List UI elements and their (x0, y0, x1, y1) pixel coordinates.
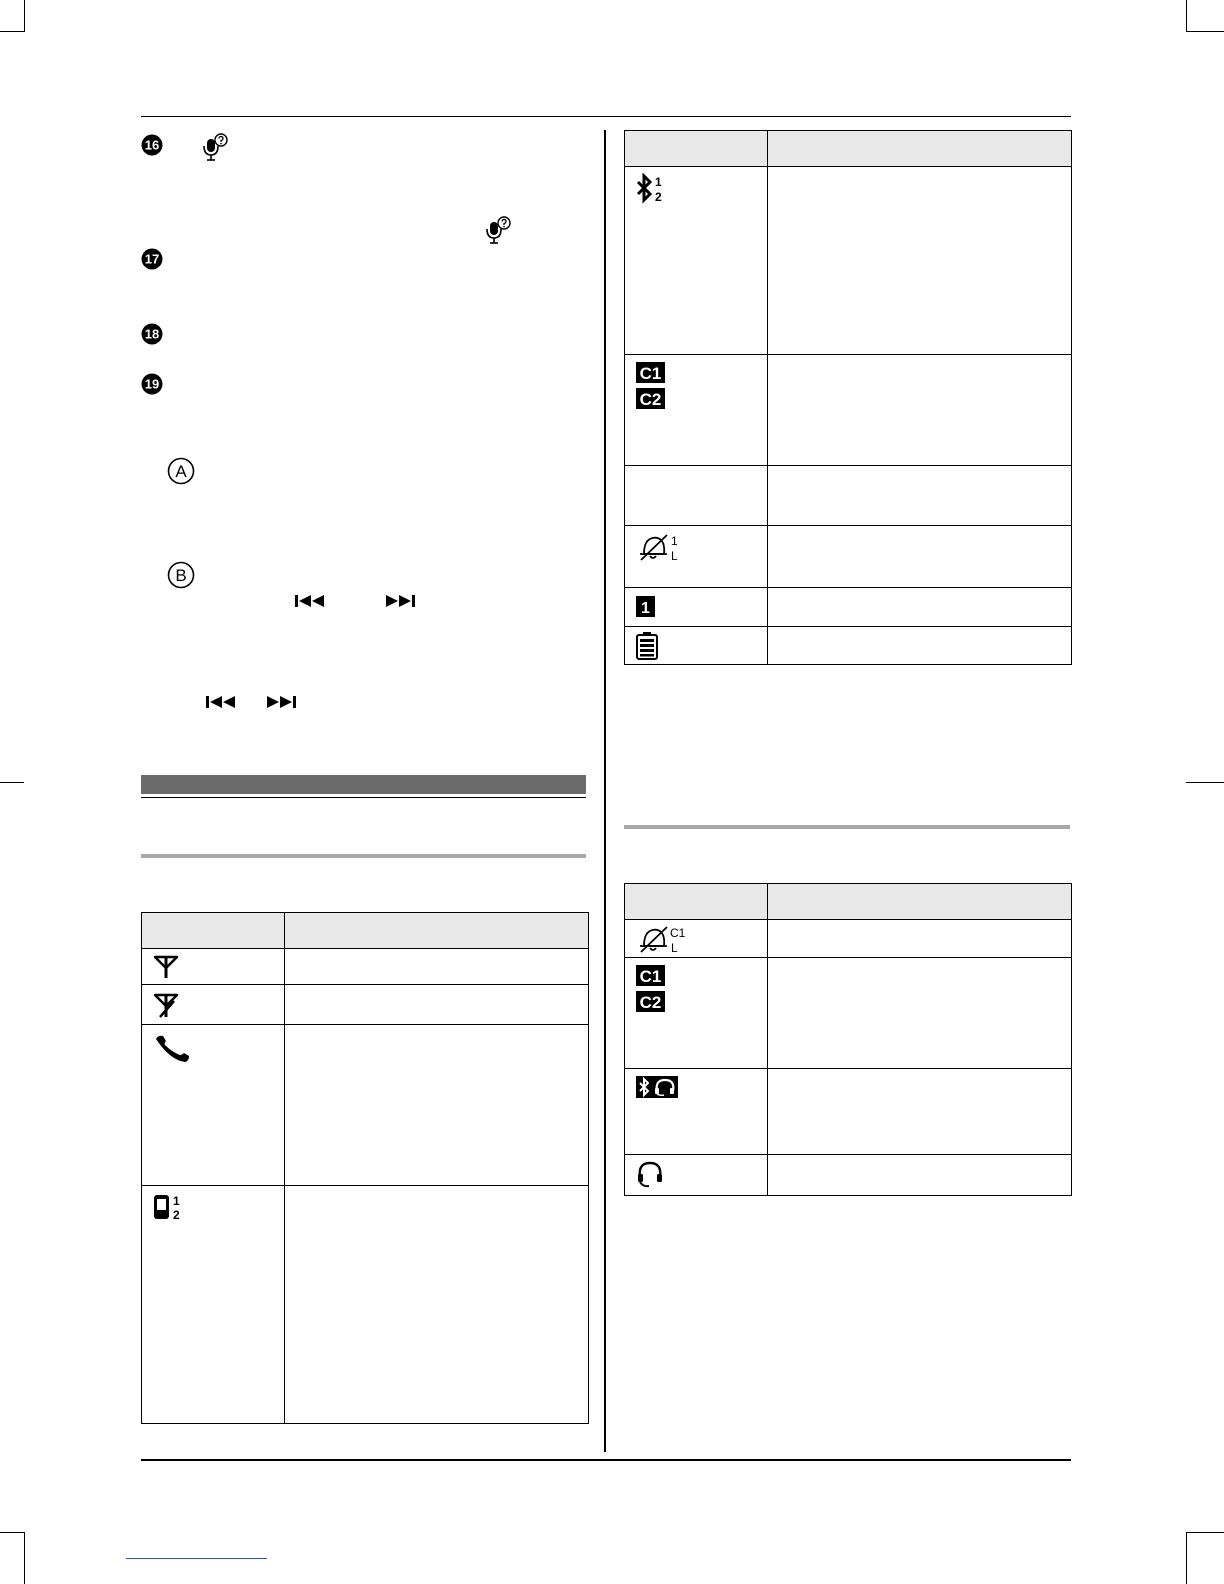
section-heading-bar (141, 775, 586, 794)
right-top-icon-table (624, 130, 1072, 665)
svg-text:C2: C2 (639, 993, 662, 1012)
crop-mark (0, 1532, 24, 1533)
ringer-off-cellular-icon (635, 924, 689, 956)
svg-text:16: 16 (144, 137, 160, 153)
icon-cell (625, 526, 768, 588)
description-cell (768, 958, 1072, 1069)
svg-text:L: L (671, 549, 678, 563)
skip-back-icon (205, 695, 237, 709)
table-header-row (625, 131, 1072, 167)
skip-back-icon (294, 594, 326, 608)
sub-marker-a (167, 457, 195, 485)
svg-text:L: L (671, 941, 678, 955)
icon-cell (625, 958, 768, 1069)
item-marker-19 (141, 373, 163, 395)
icon-cell (625, 920, 768, 958)
subsection-divider (141, 854, 586, 858)
icon-cell (142, 985, 285, 1025)
description-cell (285, 1186, 589, 1424)
table-row (625, 588, 1072, 627)
item-marker-16 (141, 134, 163, 156)
column-divider (604, 130, 606, 1452)
right-bottom-icon-table (624, 883, 1072, 1196)
charge-c1-c2-icon (635, 964, 669, 1016)
handset-icon (152, 1033, 192, 1063)
description-cell (768, 588, 1072, 627)
header-rule (141, 116, 1071, 117)
icon-cell (142, 1025, 285, 1186)
icon-cell (142, 949, 285, 985)
svg-text:18: 18 (144, 326, 160, 342)
table-header-row (625, 884, 1072, 920)
icon-cell (625, 466, 768, 526)
svg-text:2: 2 (173, 1208, 180, 1222)
crop-mark (1186, 782, 1224, 783)
icon-cell (625, 1069, 768, 1155)
svg-text:A: A (175, 462, 187, 481)
table-row (625, 526, 1072, 588)
description-cell (768, 1155, 1072, 1196)
table-row (142, 1186, 589, 1424)
antenna-icon (152, 955, 180, 979)
description-cell (768, 627, 1072, 665)
svg-text:1: 1 (655, 175, 662, 189)
table-row (625, 1155, 1072, 1196)
voice-assistant-icon (201, 133, 229, 163)
description-cell (768, 355, 1072, 466)
icon-cell (625, 355, 768, 466)
svg-text:B: B (175, 566, 187, 585)
table-row (625, 466, 1072, 526)
bluetooth-icon (635, 173, 675, 205)
icon-cell (625, 588, 768, 627)
description-cell (285, 949, 589, 985)
skip-forward-icon (384, 594, 416, 608)
crop-mark (1186, 0, 1187, 32)
svg-text:17: 17 (144, 251, 160, 267)
table-row (142, 985, 589, 1025)
description-cell (285, 1025, 589, 1186)
description-cell (768, 1069, 1072, 1155)
svg-text:C1: C1 (670, 926, 686, 940)
battery-icon (635, 631, 659, 661)
svg-text:19: 19 (144, 376, 160, 392)
left-icon-table (141, 912, 589, 1424)
charge-c1-c2-icon (635, 361, 669, 413)
table-row (625, 1069, 1072, 1155)
description-cell (285, 985, 589, 1025)
crop-mark (0, 782, 24, 783)
description-cell (768, 920, 1072, 958)
subsection-divider (624, 825, 1070, 829)
crop-mark (1186, 31, 1224, 32)
bluetooth-headset-icon (635, 1075, 681, 1099)
table-row (142, 1025, 589, 1186)
icon-cell (625, 167, 768, 355)
header-cell (768, 884, 1072, 920)
description-cell (768, 167, 1072, 355)
icon-cell (625, 1155, 768, 1196)
sub-marker-b (167, 561, 195, 589)
headset-icon (635, 1160, 665, 1190)
header-cell (768, 131, 1072, 167)
table-row (625, 920, 1072, 958)
antenna-off-icon (152, 993, 182, 1019)
table-row (625, 627, 1072, 665)
header-cell (142, 913, 285, 949)
table-header-row (142, 913, 589, 949)
crop-mark (0, 31, 24, 32)
svg-text:1: 1 (641, 600, 650, 617)
skip-forward-icon (265, 695, 297, 709)
svg-text:C1: C1 (639, 364, 662, 383)
footer-rule (141, 1459, 1071, 1461)
crop-mark (24, 0, 25, 32)
cellular-phone-icon (152, 1192, 192, 1222)
table-row (142, 949, 589, 985)
section-heading-rule (141, 797, 586, 798)
crop-mark (1186, 1532, 1187, 1584)
table-row (625, 958, 1072, 1069)
icon-cell (625, 627, 768, 665)
svg-text:C1: C1 (639, 967, 662, 986)
crop-mark (1186, 1532, 1224, 1533)
handset-number-icon (635, 595, 657, 619)
table-row (625, 355, 1072, 466)
svg-text:1: 1 (671, 534, 678, 548)
footer-link[interactable] (126, 1558, 267, 1559)
crop-mark (24, 1532, 25, 1584)
svg-text:1: 1 (173, 1194, 180, 1208)
description-cell (768, 526, 1072, 588)
svg-text:C2: C2 (639, 390, 662, 409)
header-cell (285, 913, 589, 949)
description-cell (768, 466, 1072, 526)
ringer-off-line-icon (635, 532, 683, 564)
item-marker-18 (141, 323, 163, 345)
item-marker-17 (141, 248, 163, 270)
header-cell (625, 131, 768, 167)
voice-assistant-icon (484, 216, 512, 246)
icon-cell (142, 1186, 285, 1424)
svg-text:2: 2 (655, 190, 662, 204)
header-cell (625, 884, 768, 920)
table-row (625, 167, 1072, 355)
